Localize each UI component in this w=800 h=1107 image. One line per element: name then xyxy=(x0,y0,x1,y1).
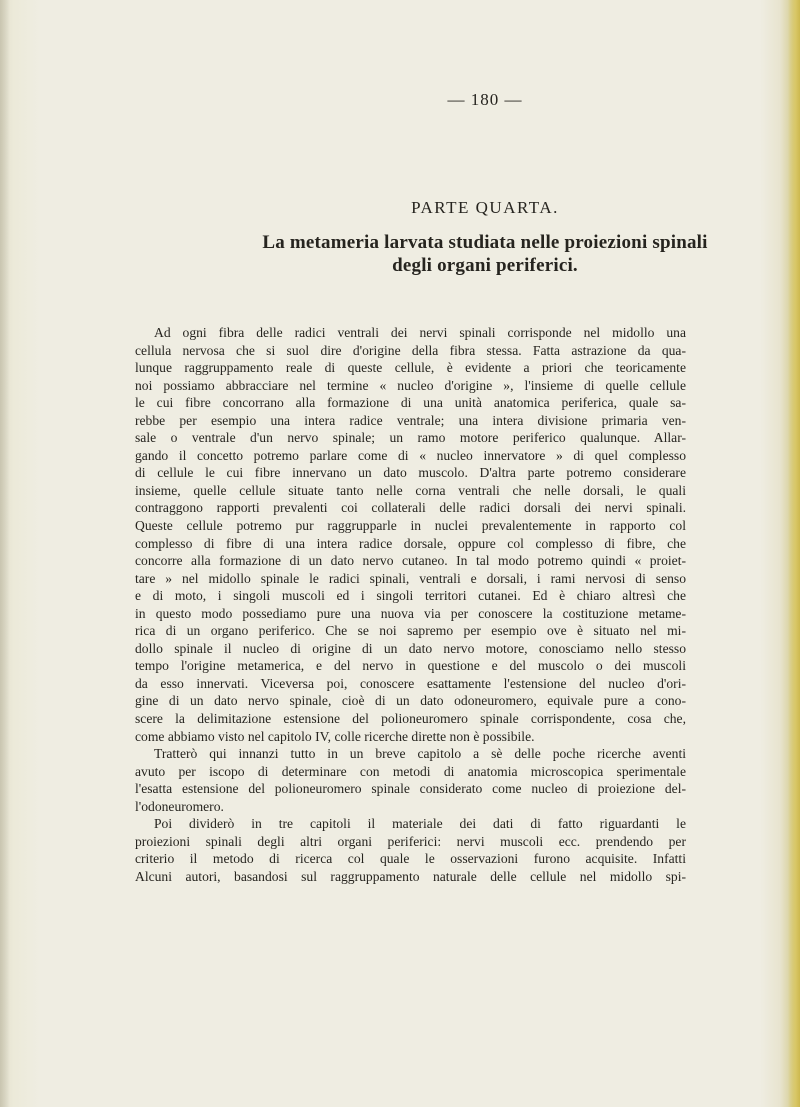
text-line: tare » nel midollo spinale le radici spinali, ventrali e dorsali, i rami nervosi di senso xyxy=(135,570,686,586)
text-line: come abbiamo visto nel capitolo IV, colle ricerche dirette non è possibile. xyxy=(135,728,535,744)
text-line: Ad ogni fibra delle radici ventrali dei nervi spinali corrisponde nel midollo una xyxy=(154,325,686,340)
text-line: Alcuni autori, basandosi sul raggruppamento naturale delle cellule nel midollo spi- xyxy=(135,868,686,884)
page-gutter-shadow xyxy=(0,0,10,1107)
chapter-title xyxy=(0,231,800,277)
text-line: noi possiamo abbracciare nel termine « nucleo d'origine », l'insieme di quelle cellule xyxy=(135,377,686,393)
text-line: gando il concetto potremo parlare come di « nucleo innervatore » di quel complesso xyxy=(135,447,686,463)
text-line: rebbe per esempio una intera radice ventrale; una intera divisione primaria ven- xyxy=(135,412,686,428)
text-line: da esso innervati. Viceversa poi, conoscere esattamente l'estensione del nucleo d'ori- xyxy=(135,675,686,691)
text-line: criterio il metodo di ricerca col quale le osservazioni furono acquisite. Infatti xyxy=(135,851,686,867)
text-line: concorre alla formazione di un dato nervo cutaneo. In tal modo potremo quindi « proiet- xyxy=(135,553,686,569)
text-line: Queste cellule potremo pur raggrupparle in nuclei prevalentemente in rapporto col xyxy=(135,518,686,534)
text-line: dollo spinale il nucleo di origine di un dato nervo motore, conosciamo nello stesso xyxy=(135,640,686,656)
text-line: le cui fibre concorrano alla formazione di una unità anatomica periferica, quale sa- xyxy=(135,395,686,411)
text-line: lunque raggruppamento reale di queste cellule, è evidente a priori che teoricamente xyxy=(135,360,686,376)
text-line: sale o ventrale d'un nervo spinale; un ramo motore periferico qualunque. Allar- xyxy=(135,430,686,446)
text-line: scere la delimitazione estensione del polioneuromero spinale corrispondente, cosa che, xyxy=(135,711,686,727)
text-line: rica di un organo periferico. Che se noi sapremo per esempio ove è situato nel mi- xyxy=(135,623,686,639)
text-line: avuto per iscopo di determinare con metodi di anatomia microscopica sperimentale xyxy=(135,763,686,779)
page-number: — 180 — xyxy=(447,90,523,109)
text-line: l'odoneuromero. xyxy=(135,798,224,814)
page-edge-stain xyxy=(788,0,800,1107)
chapter-title-line: degli organi periferici. xyxy=(392,255,578,276)
text-line: l'esatta estensione del polioneuromero spinale considerato come nucleo di proiezione del- xyxy=(135,781,686,797)
text-line: insieme, quelle cellule situate tanto nelle corna ventrali che nelle dorsali, le quali xyxy=(135,482,686,498)
part-heading: PARTE QUARTA. xyxy=(411,198,559,217)
text-line: gine di un dato nervo spinale, cioè di un dato odoneuromero, equivale pure a cono- xyxy=(135,693,686,709)
text-line: e di moto, i singoli muscoli ed i singoli territori cutanei. Ed è chiaro altresì che xyxy=(135,588,686,604)
body-text xyxy=(135,324,686,886)
text-line: contraggono rapporti prevalenti coi collaterali delle radici dorsali dei nervi spinali. xyxy=(135,500,686,516)
text-line: tempo l'origine metamerica, e del nervo in questione e del muscolo o dei muscoli xyxy=(135,658,686,674)
chapter-title-line: La metameria larvata studiata nelle proiezioni spinali xyxy=(262,232,708,253)
text-line: cellula nervosa che si suol dire d'origine della fibra stessa. Fatta astrazione da qua- xyxy=(135,342,686,358)
text-line: proiezioni spinali degli altri organi periferici: nervi muscoli ecc. prendendo per xyxy=(135,833,686,849)
text-line: Poi dividerò in tre capitoli il materiale dei dati di fatto riguardanti le xyxy=(154,816,686,832)
text-line: complesso di fibre di una intera radice dorsale, oppure col complesso di fibre, che xyxy=(135,535,686,551)
text-line: in questo modo possediamo pure una nuova via per conoscere la costituzione metame- xyxy=(135,605,686,621)
text-line: di cellule le cui fibre innervano un dato muscolo. D'altra parte potremo considerare xyxy=(135,465,686,481)
text-line: Tratterò qui innanzi tutto in un breve capitolo a sè delle poche ricerche aventi xyxy=(154,746,686,762)
